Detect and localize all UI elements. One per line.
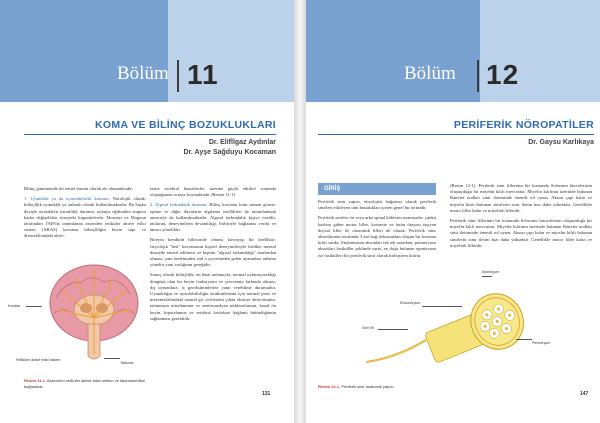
list-item (24, 196, 146, 239)
label-endonorium: Endonöryum (400, 301, 421, 305)
label-epinorium: Epinöryum (482, 270, 500, 274)
nerve-figure (366, 268, 576, 378)
paragraph: tasite serebral hemisferler üzerine güçlü etkileri sonunda oluştuğunun ortaya koymaktadır (Resim 11-1). (150, 186, 276, 198)
brain-figure (36, 258, 152, 373)
author-1: Dr. Elifİlgaz Aydınlar (208, 139, 276, 146)
leader-line (482, 276, 492, 277)
label-talamus: Talamus (120, 361, 134, 365)
column-2 (450, 183, 592, 253)
chapter-header (306, 0, 600, 102)
chapter-label: Bölüm (117, 63, 169, 84)
leader-line (422, 306, 462, 307)
figure-caption (24, 378, 150, 389)
label-aras: Retiküler aktive edici sistem (16, 358, 61, 362)
header-divider (477, 60, 479, 92)
page-number: 131 (262, 391, 271, 397)
section-heading: GİRİŞ (318, 183, 436, 195)
paragraph: Periferik sinir liflerinin bir kısmında Schwann hücrelerinin oluşturduğu bir miyelin kılıfı mevcuttur. Miyelin kılıfının üzerinde bulunan Ranvier nodları sinir iletiminde önemli rol oynar. Akson çapı kalın ve miyelin kılıfı bulunan sinirlerin sinir iletim hızı daha yüksektir. Genellikle motor lifler kalın ve miyelinli liflerdir. (450, 218, 592, 248)
list-item-head: 1. Uyanıklık ya da uyarılabilirlik durumu: (24, 196, 110, 202)
leader-line (26, 306, 42, 307)
label-korteks: Korteks (8, 304, 21, 308)
author-2: Dr. Ayşe Sağduyu Kocaman (183, 149, 276, 156)
paragraph: Periferik sinirler ön veya arka spinal köklerin uzantısıdır; çünkü kaslara giden motor lifler, korneste ve önün duyusu taşıyan duysal lifler ile otonomik lifleri de olarak. Periferik sinir aksonlarının etrafında 3 kat bağ dokusundan oluşan bir koruma kılıfı vardır. Endonörium aksonları tek tek sararken, perinöryum aksonları fasiküller şeklinde sarar, en dışta bulunan epinöryum ise fasikülleri bir periferik sinir olarak birleştiren kılıftır. (318, 215, 437, 258)
caption-label: Resim 12-1. (318, 384, 341, 389)
figure-caption (318, 384, 488, 390)
chapter-number: 11 (187, 59, 219, 90)
chapter-number: 12 (486, 59, 520, 90)
list-item-body: Nörolojik olarak, bilinçlilik uyanıklık ya anlamlı olarak kullanılmaktadır. Bu başka deyişle uyanıkken yaratılılık durumu, uykuya eğilimden stupora kadar değişebilen süreçteki kapasitelerdir. Moruzzi ve Magoun tarafından 1949'da tanımlanan assenden retiküler aktive edici sistem (ARAS) kavramı bilinçliliğin beyin sapı ve diensefalondaki aktiv- (24, 196, 146, 239)
author-1: Dr. Gaysu Karlıkaya (528, 139, 594, 146)
paragraph: Bilinç günümüzde iki temel durum olarak ele alınmaktadır; (24, 186, 134, 191)
label-sinir-lifi: Sinir lifi (362, 326, 374, 330)
caption-label: Resim 11-1. (24, 378, 47, 383)
paragraph: Bireyin kendinin bilincinde olması kavrayışı bir özelliktir; fizyolojik "ben" kavramının kişisel deneyimleriyle birlikte mental düzeyde temsil edilmesi ve kişinin "algısal farkındalığı" tarafından olması, yani bedeninden yad a çevresinden gelen uyaranları anlama yöneltir yani varlığının gereğidir. (150, 237, 276, 268)
caption-text: Assenden retiküler aktive edici sistem ve talamokortikal bağlantılar. (24, 378, 145, 389)
paragraph: (Resim 12-1). Periferik sinir liflerinin bir kısmında Schwann hücrelerinin oluşturduğu bir miyelin kılıfı mevcuttur. Miyelin kılıfının üzerinde bulunan Ranvier nodları sinir iletiminde önemli rol oynar. Akson çapı kalın ve miyelin kılıfı bulunan sinirlerin sinir iletim hızı daha yüksektir. Genellikle motor lifler kalın ve miyelinli liflerdir. (450, 183, 592, 213)
chapter-title: PERİFERİK NÖROPATİLER (453, 119, 594, 131)
list-item-head: 2. Algısal farkındalık durumu: (150, 202, 208, 208)
paragraph: Periferik sinir yapısı, etiyolojisi bağımsız olarak periferik sinirleri etkileyen tüm hastalıkları içeren genel bir terimdir. (318, 199, 436, 211)
leader-line (104, 358, 120, 359)
book-gutter (294, 0, 306, 423)
label-perinorium: Perinöryum (532, 341, 551, 345)
leader-line (378, 329, 408, 330)
paragraph: Sonuç olarak bilinçlilik, en basit anlamıyla, normal uykusuyarıklığı döngüsü olan bir beyin fonksiyonu ve çevresinin farkında olması, dış uyaranlara, iç gereksinimlerine yanıt verebilme durumudur. Uyanıklığın ve uyarılabilirliğin strüktürlerinin için normal pons ve mezensefalondaki santral gri cevherden çıkan ekstrier aktivitesinin, talamusun intralaminar ve sentromedyan nükleuslarının, bazal ön beyin, hipotalamus ve serebral kortekste bağlantı bütünlüğünün sağlanması gereklidir. (150, 272, 276, 321)
chapter-header (0, 0, 294, 102)
left-page (0, 0, 294, 423)
column-1 (318, 199, 436, 263)
header-divider (177, 60, 179, 92)
chapter-title: KOMA VE BİLİNÇ BOZUKLUKLARI (95, 119, 276, 131)
right-page (306, 0, 600, 423)
title-rule (318, 134, 594, 135)
leader-line (516, 339, 532, 340)
caption-text: Periferik sinir anatomik yapısı. (341, 384, 395, 389)
list-item (150, 202, 276, 233)
list-item-body: Bilinç kavramı kimi zaman görme, işitme ve diğer duyuların algılama özellikleri ile tanımlanmak amacıyla da kullanılmaktadır. Algısal farkındalık kişiye özeldir, anılarını, deneyimlerin devamlılığı, birbiriyle bağlantısı verdir ve amacı yöneliktir. (150, 202, 276, 233)
column-1 (24, 186, 146, 244)
column-2 (150, 186, 276, 326)
page-number: 147 (580, 391, 589, 397)
title-rule (24, 134, 276, 135)
chapter-label: Bölüm (404, 63, 456, 84)
